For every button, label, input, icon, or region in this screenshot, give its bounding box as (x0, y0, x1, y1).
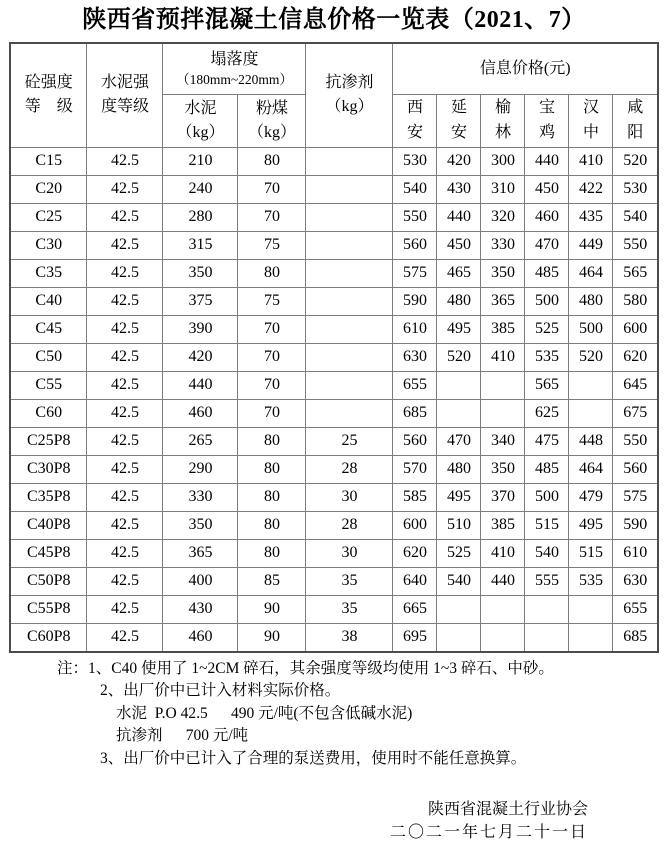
value-cell: 520 (569, 343, 613, 371)
value-cell: 610 (613, 539, 658, 567)
value-cell: 70 (238, 343, 306, 371)
col-header-city-hanzhong (569, 94, 613, 147)
value-cell: 70 (238, 399, 306, 427)
value-cell: 495 (437, 315, 481, 343)
value-cell: 390 (163, 315, 238, 343)
city-label: 宝鸡 (538, 99, 555, 141)
city-label: 汉中 (582, 99, 599, 141)
value-cell (306, 315, 393, 343)
table-row (10, 539, 658, 567)
value-cell: 495 (569, 511, 613, 539)
value-cell: 464 (569, 259, 613, 287)
value-cell: 28 (306, 511, 393, 539)
grade-cell: C35 (10, 259, 87, 287)
table-row (10, 455, 658, 483)
value-cell: 448 (569, 427, 613, 455)
table-row (10, 231, 658, 259)
value-cell: 90 (238, 623, 306, 652)
value-cell: 42.5 (87, 455, 163, 483)
value-cell (481, 371, 525, 399)
value-cell: 420 (163, 343, 238, 371)
value-cell (306, 175, 393, 203)
value-cell: 430 (437, 175, 481, 203)
value-cell: 310 (481, 175, 525, 203)
slump-range: （180mm~220mm） (176, 72, 293, 88)
value-cell (306, 371, 393, 399)
value-cell: 540 (393, 175, 437, 203)
value-cell: 655 (393, 371, 437, 399)
value-cell: 350 (481, 455, 525, 483)
value-cell: 80 (238, 427, 306, 455)
value-cell: 535 (525, 343, 569, 371)
value-cell: 520 (437, 343, 481, 371)
col-header-city-xian (393, 94, 437, 147)
value-cell (437, 623, 481, 652)
grade-cell: C60P8 (10, 623, 87, 652)
value-cell: 450 (437, 231, 481, 259)
table-row (10, 483, 658, 511)
value-cell: 42.5 (87, 539, 163, 567)
grade-cell: C45 (10, 315, 87, 343)
value-cell: 625 (525, 399, 569, 427)
table-row (10, 371, 658, 399)
value-cell: 80 (238, 147, 306, 175)
value-cell: 520 (613, 147, 658, 175)
value-cell: 550 (613, 231, 658, 259)
value-cell: 340 (481, 427, 525, 455)
grade-cell: C50P8 (10, 567, 87, 595)
table-row (10, 287, 658, 315)
value-cell: 465 (437, 259, 481, 287)
table-row (10, 399, 658, 427)
col-header-city-yanan (437, 94, 481, 147)
value-cell: 530 (613, 175, 658, 203)
grade-cell: C15 (10, 147, 87, 175)
value-cell: 500 (525, 483, 569, 511)
value-cell: 385 (481, 315, 525, 343)
value-cell: 410 (481, 539, 525, 567)
value-cell (306, 287, 393, 315)
city-label: 延安 (450, 99, 467, 141)
value-cell (306, 203, 393, 231)
value-cell: 540 (613, 203, 658, 231)
value-cell: 535 (569, 567, 613, 595)
note-line-4: 抗渗剂 700 元/吨 (116, 727, 249, 745)
value-cell: 42.5 (87, 623, 163, 652)
value-cell: 300 (481, 147, 525, 175)
value-cell: 420 (437, 147, 481, 175)
note-line-2: 2、出厂价中已计入材料实际价格。 (100, 682, 341, 700)
value-cell: 25 (306, 427, 393, 455)
value-cell: 42.5 (87, 259, 163, 287)
city-label: 咸阳 (627, 99, 644, 141)
value-cell: 42.5 (87, 399, 163, 427)
grade-cell: C40 (10, 287, 87, 315)
city-label: 榆林 (494, 99, 511, 141)
table-row (10, 147, 658, 175)
value-cell: 42.5 (87, 567, 163, 595)
value-cell: 645 (613, 371, 658, 399)
grade-cell: C55 (10, 371, 87, 399)
note-line-3: 水泥 P.O 42.5 490 元/吨(不包含低碱水泥) (116, 704, 413, 722)
value-cell: 440 (525, 147, 569, 175)
value-cell: 575 (393, 259, 437, 287)
value-cell: 35 (306, 595, 393, 623)
value-cell: 655 (613, 595, 658, 623)
value-cell: 620 (613, 343, 658, 371)
value-cell: 35 (306, 567, 393, 595)
value-cell: 90 (238, 595, 306, 623)
value-cell: 422 (569, 175, 613, 203)
grade-cell: C30P8 (10, 455, 87, 483)
page-title: 陕西省预拌混凝土信息价格一览表（2021、7） (82, 7, 586, 33)
value-cell: 42.5 (87, 343, 163, 371)
value-cell: 560 (393, 231, 437, 259)
value-cell: 365 (481, 287, 525, 315)
note-line-5: 3、出厂价中已计入了合理的泵送费用，使用时不能任意换算。 (100, 749, 527, 767)
footer-section (0, 798, 668, 844)
value-cell (525, 595, 569, 623)
table-row (10, 427, 658, 455)
value-cell (569, 623, 613, 652)
notes-section (0, 658, 668, 771)
table-row (10, 203, 658, 231)
value-cell: 560 (613, 455, 658, 483)
value-cell: 70 (238, 175, 306, 203)
value-cell: 70 (238, 371, 306, 399)
value-cell: 80 (238, 455, 306, 483)
city-label: 西安 (406, 99, 423, 141)
value-cell: 665 (393, 595, 437, 623)
col-header-flyash-kg: 粉煤 （kg） (238, 94, 306, 147)
value-cell: 85 (238, 567, 306, 595)
value-cell: 370 (481, 483, 525, 511)
value-cell: 70 (238, 203, 306, 231)
value-cell: 570 (393, 455, 437, 483)
value-cell: 515 (525, 511, 569, 539)
value-cell (306, 147, 393, 175)
value-cell (481, 623, 525, 652)
value-cell (569, 399, 613, 427)
col-header-concrete-grade: 砼强度 等 级 (10, 43, 87, 148)
value-cell: 685 (393, 399, 437, 427)
value-cell: 685 (613, 623, 658, 652)
value-cell: 460 (525, 203, 569, 231)
value-cell: 620 (393, 539, 437, 567)
value-cell: 610 (393, 315, 437, 343)
value-cell: 560 (393, 427, 437, 455)
value-cell: 42.5 (87, 315, 163, 343)
value-cell: 410 (481, 343, 525, 371)
value-cell: 75 (238, 231, 306, 259)
value-cell: 470 (437, 427, 481, 455)
value-cell (481, 399, 525, 427)
value-cell: 42.5 (87, 595, 163, 623)
value-cell: 555 (525, 567, 569, 595)
value-cell: 590 (613, 511, 658, 539)
value-cell: 42.5 (87, 287, 163, 315)
value-cell: 600 (613, 315, 658, 343)
value-cell: 525 (525, 315, 569, 343)
col-header-cement-kg: 水泥 （kg） (163, 94, 238, 147)
grade-cell: C25 (10, 203, 87, 231)
table-row (10, 567, 658, 595)
value-cell: 479 (569, 483, 613, 511)
value-cell: 385 (481, 511, 525, 539)
value-cell (525, 623, 569, 652)
value-cell: 240 (163, 175, 238, 203)
grade-cell: C40P8 (10, 511, 87, 539)
value-cell: 480 (437, 287, 481, 315)
value-cell: 500 (525, 287, 569, 315)
value-cell: 460 (163, 623, 238, 652)
value-cell: 400 (163, 567, 238, 595)
value-cell: 460 (163, 399, 238, 427)
note-line-1: 注：1、C40 使用了 1~2CM 碎石，其余强度等级均使用 1~3 碎石、中砂。 (57, 659, 554, 677)
grade-cell: C35P8 (10, 483, 87, 511)
value-cell: 464 (569, 455, 613, 483)
grade-cell: C30 (10, 231, 87, 259)
value-cell: 280 (163, 203, 238, 231)
value-cell: 585 (393, 483, 437, 511)
value-cell: 315 (163, 231, 238, 259)
price-table-body (10, 147, 658, 652)
price-table-header (10, 43, 658, 148)
value-cell: 640 (393, 567, 437, 595)
value-cell: 80 (238, 483, 306, 511)
value-cell: 485 (525, 259, 569, 287)
value-cell: 30 (306, 539, 393, 567)
table-row (10, 259, 658, 287)
value-cell: 450 (525, 175, 569, 203)
col-header-admixture: 抗渗剂 （kg） (306, 43, 393, 148)
value-cell (481, 595, 525, 623)
value-cell: 565 (525, 371, 569, 399)
col-header-city-yulin (481, 94, 525, 147)
value-cell: 320 (481, 203, 525, 231)
price-table (9, 42, 659, 653)
value-cell (437, 399, 481, 427)
value-cell: 70 (238, 315, 306, 343)
value-cell: 350 (163, 259, 238, 287)
value-cell: 515 (569, 539, 613, 567)
value-cell (437, 371, 481, 399)
value-cell: 480 (437, 455, 481, 483)
value-cell: 440 (481, 567, 525, 595)
value-cell: 575 (613, 483, 658, 511)
value-cell: 430 (163, 595, 238, 623)
table-row (10, 175, 658, 203)
value-cell: 540 (525, 539, 569, 567)
grade-cell: C20 (10, 175, 87, 203)
value-cell: 410 (569, 147, 613, 175)
value-cell: 42.5 (87, 371, 163, 399)
col-header-city-xianyang (613, 94, 658, 147)
value-cell: 80 (238, 259, 306, 287)
value-cell: 449 (569, 231, 613, 259)
grade-cell: C60 (10, 399, 87, 427)
value-cell: 375 (163, 287, 238, 315)
value-cell: 580 (613, 287, 658, 315)
value-cell (569, 595, 613, 623)
value-cell (306, 399, 393, 427)
table-row (10, 511, 658, 539)
footer-organization: 陕西省混凝土行业协会 (427, 801, 588, 819)
grade-cell: C45P8 (10, 539, 87, 567)
value-cell (306, 343, 393, 371)
value-cell: 350 (481, 259, 525, 287)
value-cell: 42.5 (87, 511, 163, 539)
value-cell: 695 (393, 623, 437, 652)
value-cell: 42.5 (87, 175, 163, 203)
value-cell: 470 (525, 231, 569, 259)
footer-date: 二〇二一年七月二十一日 (389, 824, 588, 842)
value-cell (306, 231, 393, 259)
table-row (10, 623, 658, 652)
value-cell: 630 (613, 567, 658, 595)
col-header-city-baoji (525, 94, 569, 147)
value-cell: 42.5 (87, 203, 163, 231)
value-cell: 80 (238, 539, 306, 567)
value-cell: 510 (437, 511, 481, 539)
value-cell: 30 (306, 483, 393, 511)
grade-cell: C55P8 (10, 595, 87, 623)
value-cell: 435 (569, 203, 613, 231)
value-cell: 500 (569, 315, 613, 343)
slump-title: 塌落度 (210, 50, 259, 68)
value-cell: 475 (525, 427, 569, 455)
value-cell: 600 (393, 511, 437, 539)
col-header-price-group: 信息价格(元) (393, 43, 658, 95)
value-cell: 350 (163, 511, 238, 539)
value-cell (306, 259, 393, 287)
value-cell: 42.5 (87, 483, 163, 511)
table-row (10, 343, 658, 371)
value-cell (437, 595, 481, 623)
value-cell: 38 (306, 623, 393, 652)
value-cell: 365 (163, 539, 238, 567)
value-cell: 485 (525, 455, 569, 483)
value-cell: 440 (437, 203, 481, 231)
grade-cell: C25P8 (10, 427, 87, 455)
value-cell: 28 (306, 455, 393, 483)
value-cell: 480 (569, 287, 613, 315)
value-cell: 80 (238, 511, 306, 539)
value-cell: 525 (437, 539, 481, 567)
col-header-cement-grade: 水泥强 度等级 (87, 43, 163, 148)
col-header-slump-group (163, 43, 306, 95)
value-cell: 330 (481, 231, 525, 259)
table-row (10, 315, 658, 343)
value-cell: 440 (163, 371, 238, 399)
value-cell: 42.5 (87, 427, 163, 455)
value-cell: 565 (613, 259, 658, 287)
value-cell: 590 (393, 287, 437, 315)
value-cell: 550 (393, 203, 437, 231)
value-cell: 290 (163, 455, 238, 483)
value-cell: 540 (437, 567, 481, 595)
value-cell: 495 (437, 483, 481, 511)
value-cell: 265 (163, 427, 238, 455)
value-cell (569, 371, 613, 399)
value-cell: 42.5 (87, 231, 163, 259)
value-cell: 675 (613, 399, 658, 427)
value-cell: 530 (393, 147, 437, 175)
table-row (10, 595, 658, 623)
value-cell: 630 (393, 343, 437, 371)
value-cell: 75 (238, 287, 306, 315)
value-cell: 330 (163, 483, 238, 511)
value-cell: 42.5 (87, 147, 163, 175)
grade-cell: C50 (10, 343, 87, 371)
value-cell: 550 (613, 427, 658, 455)
value-cell: 210 (163, 147, 238, 175)
